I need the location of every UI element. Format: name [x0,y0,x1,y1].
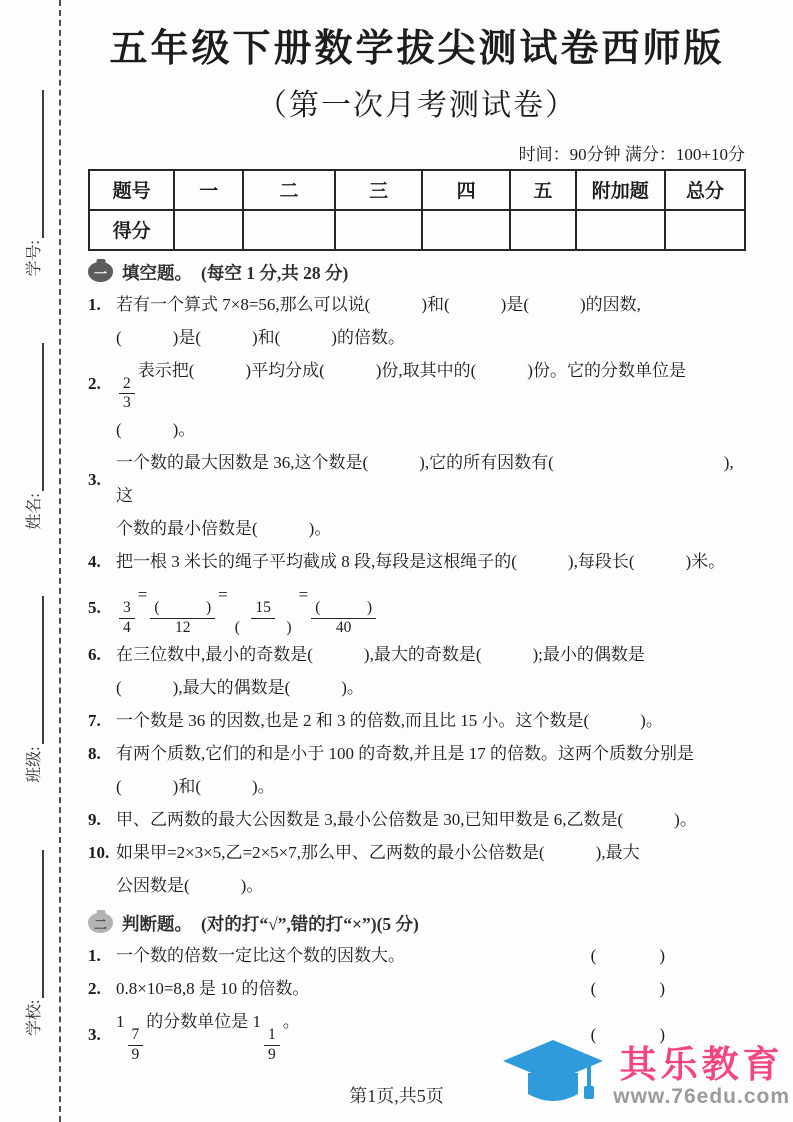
answer-brackets: ( ) [590,1024,668,1044]
question-text: = [218,585,228,605]
section-heading [88,911,746,936]
cut-dashed-line [59,0,61,1122]
section-一 [88,260,746,902]
question-body [88,321,746,354]
question-number: 3. [88,1024,101,1044]
question-text: 一个数的倍数一定比这个数的因数大。 [116,945,405,965]
question-line [88,446,746,512]
question-body [116,803,746,836]
score-cell [510,210,576,250]
answer-brackets: ( ) [590,978,668,998]
question-text: ( )和( )。 [116,776,275,796]
question-body [88,413,746,446]
question-line [88,869,746,902]
score-cell [174,210,243,250]
section-heading [88,260,746,285]
question-number: 1. [88,294,101,314]
fraction [231,599,296,637]
score-table-header-row [89,170,745,210]
score-table-header-cell: 四 [422,170,510,210]
fraction-numerator: 3 [119,599,135,619]
question-text: 个数的最小倍数是( )。 [116,519,332,539]
question-number: 9. [88,809,101,829]
question-body [116,939,591,972]
student-info-label: 学号: [26,240,43,277]
score-table [88,169,746,251]
paper-title: 五年级下册数学拔尖测试卷西师版 [109,28,725,70]
fraction [264,1026,280,1064]
question-body [88,869,746,902]
badge-knot [96,910,105,915]
question-number: 6. [88,644,101,664]
question-text: 甲、乙两数的最大公因数是 3,最小公倍数是 30,已知甲数是 6,乙数是( )。 [116,809,697,829]
question-line [88,512,746,545]
question-line [88,354,746,414]
page-number: 第1页,共5页 [349,1086,444,1106]
fraction-denominator: 40 [335,619,352,637]
question-line [88,704,746,737]
fraction-denominator: 9 [131,1045,140,1063]
score-table-header-cell: 题号 [89,170,174,210]
question-number: 5. [88,598,101,618]
question-body [116,288,746,321]
question-body [88,770,746,803]
student-info-label: 班级: [26,746,43,783]
question-line [88,413,746,446]
score-cell [665,210,745,250]
section-badge-numeral: 二 [93,916,107,932]
question-body [88,671,746,704]
question-text: 有两个质数,它们的和是小于 100 的奇数,并且是 17 的倍数。这两个质数分别是 [116,743,694,763]
fraction-numerator: ( ) [150,599,215,619]
question-body [116,737,746,770]
fraction-denominator: 9 [268,1045,276,1063]
question-number: 10. [88,842,110,862]
question-text: 一个数的最大因数是 36,这个数是( ),它的所有因数有( ),这 [116,453,734,506]
fill-in-line [38,90,44,238]
fraction-numerator: ( ) [311,599,376,619]
fill-in-line [38,343,44,491]
question-text: 一个数是 36 的因数,也是 2 和 3 的倍数,而且比 15 小。这个数是( )。 [116,710,663,730]
fraction-denominator: 4 [123,619,131,637]
fraction [311,599,376,637]
question-text: ( )是( )和( )的倍数。 [116,327,405,347]
question-body [116,704,746,737]
question-number: 2. [88,978,101,998]
answer-brackets: ( ) [590,945,668,965]
score-cell [576,210,665,250]
student-info-sidebar [10,90,44,1042]
question-text: ( ),最大的偶数是( )。 [116,677,364,697]
question-line [88,638,746,671]
question-line [88,803,746,836]
student-info-field [21,90,44,276]
question-body [116,972,591,1005]
question-number: 4. [88,552,101,572]
question-line [88,545,746,578]
fraction-denominator: 12 [175,619,191,637]
question-line [88,770,746,803]
question-text: 1 [116,1011,125,1031]
section-note: (每空 1 分,共 28 分) [201,262,349,283]
question-line [88,578,746,638]
score-cell [335,210,422,250]
score-table-header-cell: 二 [243,170,335,210]
badge-knot [96,259,105,264]
brand-name: 其乐教育 [619,1044,784,1086]
question-body [88,512,746,545]
logo-text-block [613,1046,790,1108]
score-table-header-cell: 总分 [665,170,745,210]
question-line [88,321,746,354]
question-number: 2. [88,373,101,393]
fraction [128,1026,144,1064]
question-text: 若有一个算式 7×8=56,那么可以说( )和( )是( )的因数, [116,294,641,314]
question-text: 的分数单位是 1 [146,1011,261,1031]
fraction-numerator: 2 [119,375,135,395]
fill-in-line [38,596,44,744]
fill-in-line [38,850,44,998]
student-info-label: 姓名: [26,493,43,530]
fraction-denominator: ( ) [234,619,292,637]
score-cell [422,210,510,250]
question-line [88,939,746,972]
section-badge-icon [88,262,113,282]
question-text: 如果甲=2×3×5,乙=2×5×7,那么甲、乙两数的最小公倍数是( ),最大 [116,842,640,862]
student-info-field [21,596,44,782]
fraction [150,599,215,637]
question-body [116,446,746,512]
question-body [116,354,746,414]
student-info-label: 学校: [26,999,43,1036]
fraction-numerator: 15 [251,599,275,619]
fraction-denominator: 3 [123,394,131,412]
question-line [88,972,746,1005]
paper-subtitle: （第一次月考测试卷） [257,88,577,122]
graduation-cap-icon [501,1038,605,1116]
question-number: 3. [88,469,101,489]
question-line [88,288,746,321]
brand-url: www.76edu.com [613,1084,790,1108]
time-score-info: 时间：90分钟 满分：100+10分 [518,144,745,164]
student-info-field [21,850,44,1036]
score-row-label: 得分 [89,210,174,250]
question-text: 表示把( )平均分成( )份,取其中的( )份。它的分数单位是 [137,360,686,380]
question-line [88,671,746,704]
question-text: = [137,585,148,605]
question-body [116,836,746,869]
section-title: 填空题。 [122,262,192,283]
score-table-score-row [89,210,745,250]
question-text: ( )。 [116,420,196,440]
score-table-header-cell: 一 [174,170,243,210]
question-text: 在三位数中,最小的奇数是( ),最大的奇数是( );最小的偶数是 [116,644,645,664]
section-note: (对的打“√”,错的打“×”)(5 分) [201,913,419,934]
question-number: 8. [88,743,101,763]
question-number: 7. [88,710,101,730]
score-cell [243,210,335,250]
score-table-header-cell: 三 [335,170,422,210]
question-text: = [298,585,309,605]
question-line [88,836,746,869]
question-text: 。 [282,1011,300,1031]
sections [88,260,746,1065]
question-body [116,545,746,578]
question-text: 0.8×10=8,8 是 10 的倍数。 [116,978,310,998]
score-table-header-cell: 附加题 [576,170,665,210]
fraction-numerator: 1 [264,1026,280,1046]
question-number: 1. [88,945,101,965]
section-badge-numeral: 一 [93,265,107,281]
question-body [116,578,746,638]
publisher-logo [501,1038,790,1116]
question-body [116,638,746,671]
paper-main-column [88,16,746,1064]
question-line [88,737,746,770]
student-info-field [21,343,44,529]
fraction [119,375,135,413]
fraction [119,599,135,637]
section-badge-icon [88,913,113,933]
score-table-header-cell: 五 [510,170,576,210]
section-title: 判断题。 [122,913,192,934]
question-text: 把一根 3 米长的绳子平均截成 8 段,每段是这根绳子的( ),每段长( )米。 [116,552,726,572]
question-text: 公因数是( )。 [116,875,264,895]
fraction-numerator: 7 [128,1026,144,1046]
